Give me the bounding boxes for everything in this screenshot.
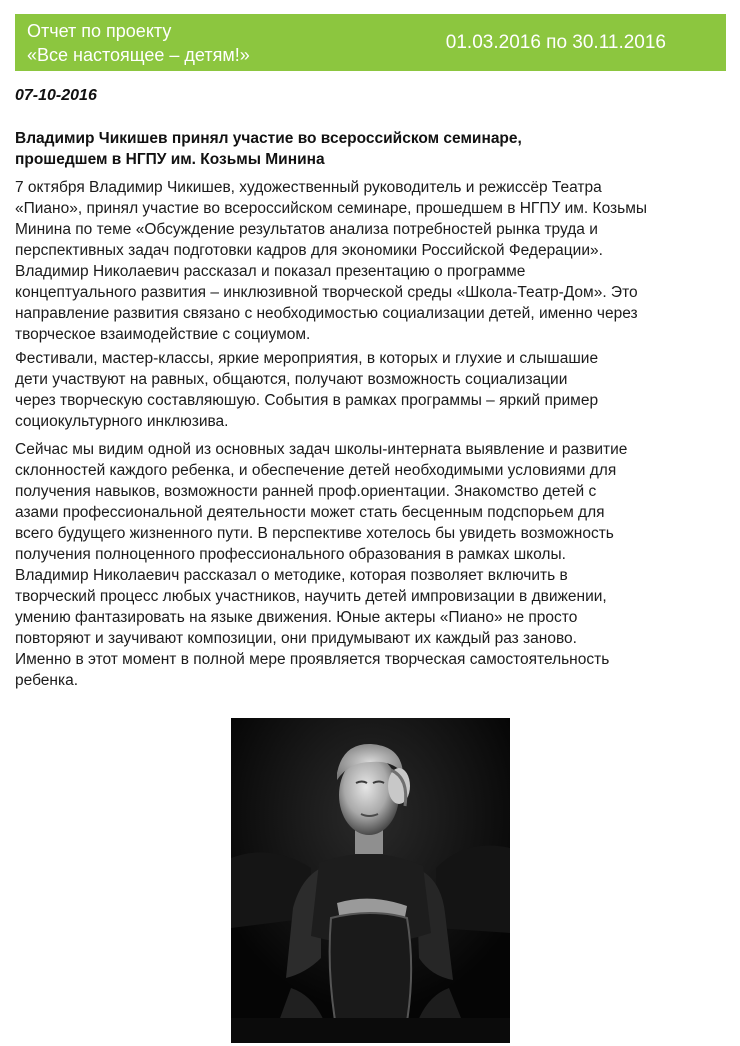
text-line: 7 октября Владимир Чикишев, художественный руководитель и режиссёр Театра [15,179,602,196]
text-line: ребенка. [15,672,78,689]
project-title [27,19,250,67]
paragraph-2 [15,348,727,432]
text-line: повторяют и заучивают композиции, они придумывают их каждый раз заново. [15,630,577,647]
text-line: «Пиано», принял участие во всероссийском семинаре, прошедшем в НГПУ им. Козьмы [15,200,648,217]
article-headline [15,128,715,170]
portrait-illustration [231,718,510,1043]
text-line: Сейчас мы видим одной из основных задач школы-интерната выявление и развитие [15,441,628,458]
text-line: через творческую составляюшую. События в рамках программы – яркий пример [15,392,599,409]
project-header [15,14,726,71]
text-line: творческий процесс любых участников, научить детей импровизации в движении, [15,588,607,605]
text-line: Владимир Николаевич рассказал и показал презентацию о программе [15,263,526,280]
text-line: Владимир Николаевич рассказал о методике, которая позволяет включить в [15,567,568,584]
text-line: получения навыков, возможности ранней проф.ориентации. Знакомство детей с [15,483,597,500]
text-line: азами профессиональной деятельности может стать бесценным подспорьем для [15,504,605,521]
text-line: всего будущего жизненного пути. В перспективе хотелось бы увидеть возможность [15,525,614,542]
project-title-line2: «Все настоящее – детям!» [27,45,250,65]
paragraph-3 [15,439,727,691]
text-line: склонностей каждого ребенка, и обеспечение детей необходимыми условиями для [15,462,617,479]
text-line: Фестивали, мастер-классы, яркие мероприятия, в которых и глухие и слышашие [15,350,599,367]
text-line: социокультурного инклюзива. [15,413,229,430]
text-line: получения полноценного профессионального образования в рамках школы. [15,546,566,563]
text-line: Именно в этот момент в полной мере проявляется творческая самостоятельность [15,651,610,668]
project-dates: 01.03.2016 по 30.11.2016 [445,32,666,53]
text-line: направление развития связано с необходимостью социализации детей, именно через [15,305,638,322]
article-date: 07-10-2016 [15,87,97,104]
article-photo [231,718,510,1043]
text-line: перспективных задач подготовки кадров для экономики Российской Федерации». [15,242,603,259]
headline-line1: Владимир Чикишев принял участие во всероссийском семинаре, [15,130,522,147]
project-title-line1: Отчет по проекту [27,21,172,41]
text-line: Минина по теме «Обсуждение результатов анализа потребностей рынка труда и [15,221,598,238]
text-line: творческое взаимодействие с социумом. [15,326,311,343]
paragraph-1 [15,177,727,345]
text-line: умению фантазировать на языке движения. Юные актеры «Пиано» не просто [15,609,578,626]
headline-line2: прошедшем в НГПУ им. Козьмы Минина [15,151,325,168]
text-line: дети участвуют на равных, общаются, получают возможность социализации [15,371,568,388]
text-line: концептуального развития – инклюзивной творческой среды «Школа-Театр-Дом». Это [15,284,638,301]
